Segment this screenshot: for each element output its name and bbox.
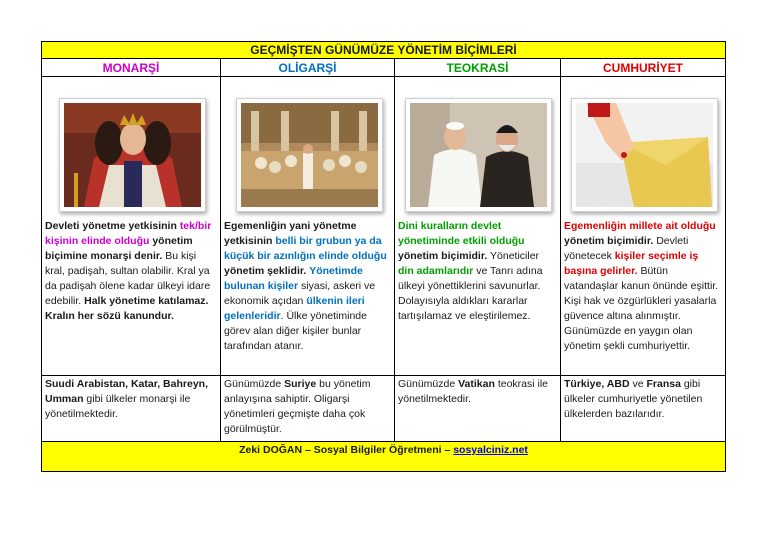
desc-text-run: Dini kuralların devlet yönetiminde etkili olduğu (398, 220, 525, 247)
examples-text-run: gibi ülkeler cumhuriyetle yönetilen ülkelerden bazılarıdır. (564, 378, 703, 420)
footer-author: Zeki DOĞAN – Sosyal Bilgiler Öğretmeni – (239, 444, 454, 456)
columns-grid (42, 59, 725, 441)
image-cell-monarsi (42, 77, 220, 218)
ballot-box-image (571, 98, 718, 212)
desc-text-run: Bütün vatandaşlar kanun önünde eşittir. Kişi hak ve özgürlükleri yasalarla güvence altına alınmıştır. Günümüzde en yaygın olan yönetim şekli cumhuriyettir. (564, 265, 719, 352)
desc-text-run: yönetim biçimidir. (398, 250, 488, 262)
desc-text-run: Egemenliğin yani yönetme yetkisinin (224, 220, 357, 247)
desc-text-run: yönetim şeklidir. (224, 265, 307, 277)
desc-monarsi (42, 218, 220, 376)
desc-text-run: Devleti yönetecek (564, 235, 689, 262)
desc-text-run: Kralın her sözü kanundur. (45, 310, 174, 322)
desc-text-run: kişiler seçimle iş başına gelirler. (564, 250, 699, 277)
examples-text-run: ve (629, 378, 647, 390)
religious-leaders-icon (410, 103, 547, 207)
examples-cumhuriyet (561, 376, 725, 423)
examples-text-run: Suriye (284, 378, 317, 390)
desc-text-run: Egemenliğin millete ait olduğu (564, 220, 716, 232)
footer-site-link[interactable]: sosyalciniz.net (453, 444, 528, 456)
religious-leaders-image (405, 98, 552, 212)
desc-text-run: Yöneticiler (487, 250, 540, 262)
column-oligarsi (221, 59, 395, 441)
examples-text-run: Türkiye, ABD (564, 378, 630, 390)
desc-cumhuriyet (561, 218, 725, 376)
heading-oligarsi: OLİGARŞİ (221, 59, 394, 77)
examples-text-run: Fransa (646, 378, 681, 390)
heading-cumhuriyet: CUMHURİYET (561, 59, 725, 77)
examples-text-run: Vatikan (458, 378, 495, 390)
ballot-box-icon (576, 103, 713, 207)
footer (42, 441, 725, 471)
examples-oligarsi (221, 376, 394, 438)
image-cell-cumhuriyet (561, 77, 725, 218)
king-portrait-icon (64, 103, 201, 207)
examples-text-run: gibi ülkeler monarşi ile yönetilmektedir. (45, 393, 191, 420)
desc-text-run: siyasi, askeri ve ekonomik açıdan (224, 280, 376, 307)
examples-monarsi (42, 376, 220, 423)
desc-text-run: Devleti yönetme yetkisinin (45, 220, 180, 232)
desc-text-run: ülkenin ileri gelenleridir (224, 295, 365, 322)
examples-text-run: teokrasi ile yönetilmektedir. (398, 378, 549, 405)
senate-painting-image (236, 98, 383, 212)
desc-text-run: din adamlarıdır (398, 265, 474, 277)
desc-text-run: yönetim biçimidir. (564, 235, 654, 247)
senate-painting-icon (241, 103, 378, 207)
king-portrait-image (59, 98, 206, 212)
examples-text-run: bu yönetim anlayışına sahiptir. Oligarşi yönetimleri geçmişte daha çok görülmüştür. (224, 378, 371, 435)
column-teokrasi (395, 59, 561, 441)
examples-text-run: Suudi Arabistan, Katar, Bahreyn, Umman (45, 378, 208, 405)
heading-monarsi: MONARŞİ (42, 59, 220, 77)
image-cell-oligarsi (221, 77, 394, 218)
image-cell-teokrasi (395, 77, 560, 218)
desc-text-run: . Ülke yönetiminde görev alan diğer kişiler bunlar tarafından atanır. (224, 310, 367, 352)
desc-text-run: Halk yönetime katılamaz. (84, 295, 209, 307)
desc-text-run: ve Tanrı adına ülkeyi yönettiklerini savunurlar. Dolayısıyla aldıkları kararlar tartışılamaz ve eleştirilemez. (398, 265, 543, 322)
desc-text-run: tek/bir kişinin elinde olduğu (45, 220, 212, 247)
desc-text-run: yönetim biçimine monarşi denir. (45, 235, 193, 262)
heading-teokrasi: TEOKRASİ (395, 59, 560, 77)
desc-oligarsi (221, 218, 394, 376)
desc-text-run: Bu kişi kral, padişah, sultan olabilir. Kral ya da padişah ölene kadar ülkeyi idare edebilir. (45, 250, 211, 307)
governance-table (41, 41, 726, 472)
examples-teokrasi (395, 376, 560, 408)
column-monarsi (42, 59, 221, 441)
examples-text-run: Günümüzde (224, 378, 285, 390)
desc-text-run: Yönetimde bulunan kişiler (224, 265, 363, 292)
column-cumhuriyet (561, 59, 725, 441)
desc-text-run: belli bir grubun ya da küçük bir azınlığın elinde olduğu (224, 235, 387, 262)
desc-teokrasi (395, 218, 560, 376)
examples-text-run: Günümüzde (398, 378, 459, 390)
page-title: GEÇMİŞTEN GÜNÜMÜZE YÖNETİM BİÇİMLERİ (42, 42, 725, 59)
